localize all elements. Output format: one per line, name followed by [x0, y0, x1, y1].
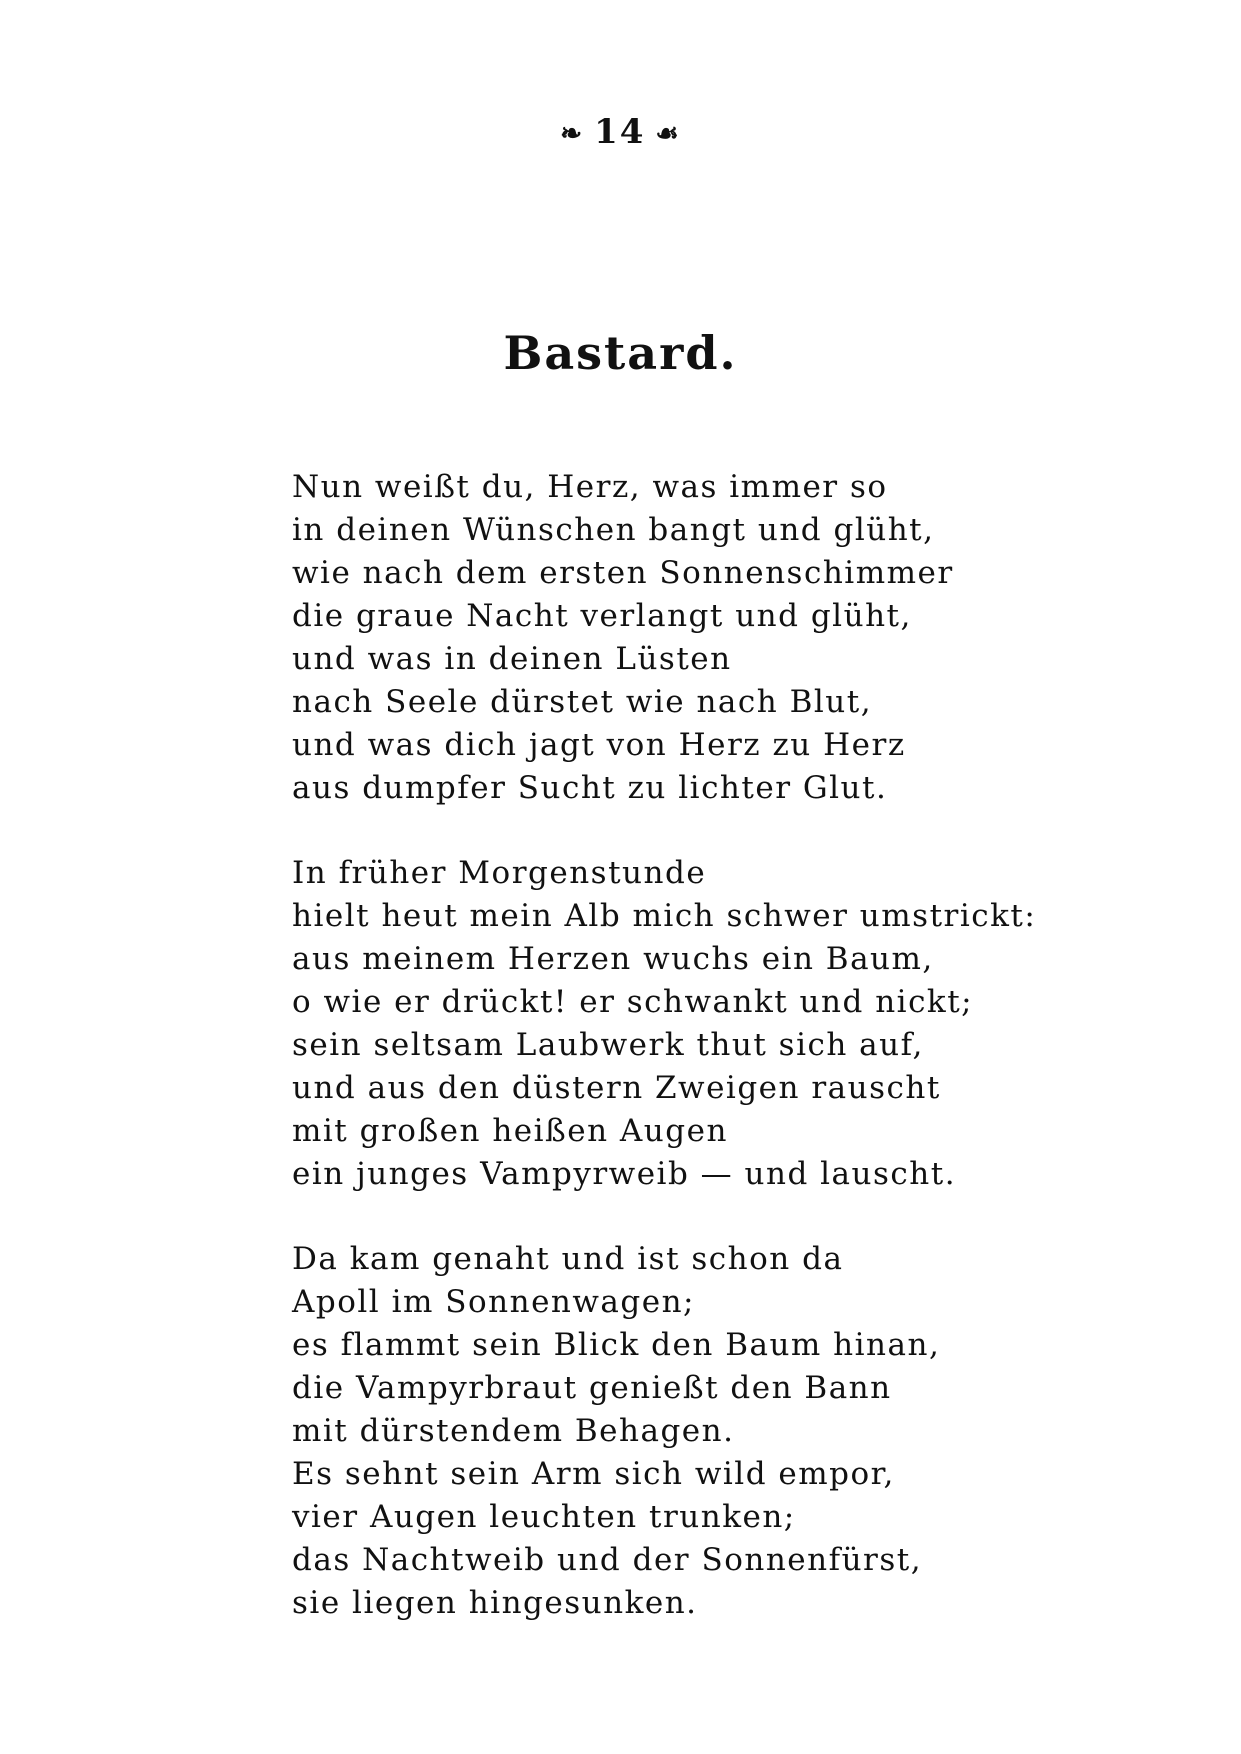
- poem-line: ein junges Vampyrweib — und lauscht.: [292, 1156, 957, 1192]
- poem-line: In früher Morgenstunde: [292, 855, 707, 891]
- poem-line: o wie er drückt! er schwankt und nickt;: [292, 984, 974, 1020]
- ornament-right-icon: ☙: [655, 119, 681, 149]
- poem-line: Apoll im Sonnenwagen;: [292, 1284, 696, 1320]
- poem-line: wie nach dem ersten Sonnenschimmer: [292, 555, 954, 591]
- poem-line: mit dürstendem Behagen.: [292, 1413, 735, 1449]
- poem-line: und aus den düstern Zweigen rauscht: [292, 1070, 941, 1106]
- poem-body: [292, 466, 1037, 1625]
- poem-line: Es sehnt sein Arm sich wild empor,: [292, 1456, 895, 1492]
- poem-line: Nun weißt du, Herz, was immer so: [292, 469, 888, 505]
- poem-line: aus dumpfer Sucht zu lichter Glut.: [292, 770, 888, 806]
- stanza-2: [292, 852, 1037, 1196]
- poem-line: vier Augen leuchten trunken;: [292, 1499, 796, 1535]
- poem-line: und was dich jagt von Herz zu Herz: [292, 727, 906, 763]
- poem-line: es flammt sein Blick den Baum hinan,: [292, 1327, 941, 1363]
- poem-line: aus meinem Herzen wuchs ein Baum,: [292, 941, 934, 977]
- poem-line: die Vampyrbraut genießt den Bann: [292, 1370, 892, 1406]
- poem-line: sein seltsam Laubwerk thut sich auf,: [292, 1027, 924, 1063]
- poem-line: sie liegen hingesunken.: [292, 1585, 698, 1621]
- poem-line: hielt heut mein Alb mich schwer umstrickt:: [292, 898, 1037, 934]
- poem-line: Da kam genaht und ist schon da: [292, 1241, 844, 1277]
- stanza-1: [292, 466, 992, 810]
- poem-title: Bastard.: [503, 326, 738, 380]
- stanza-3: [292, 1238, 992, 1625]
- poem-line: mit großen heißen Augen: [292, 1113, 728, 1149]
- poem-line: und was in deinen Lüsten: [292, 641, 732, 677]
- poem-line: nach Seele dürstet wie nach Blut,: [292, 684, 873, 720]
- poem-line: in deinen Wünschen bangt und glüht,: [292, 512, 935, 548]
- poem-line: das Nachtweib und der Sonnenfürst,: [292, 1542, 923, 1578]
- page-number-value: 14: [594, 112, 646, 152]
- page-number: [0, 112, 1241, 154]
- poem-line: die graue Nacht verlangt und glüht,: [292, 598, 912, 634]
- ornament-left-icon: ❧: [560, 119, 585, 149]
